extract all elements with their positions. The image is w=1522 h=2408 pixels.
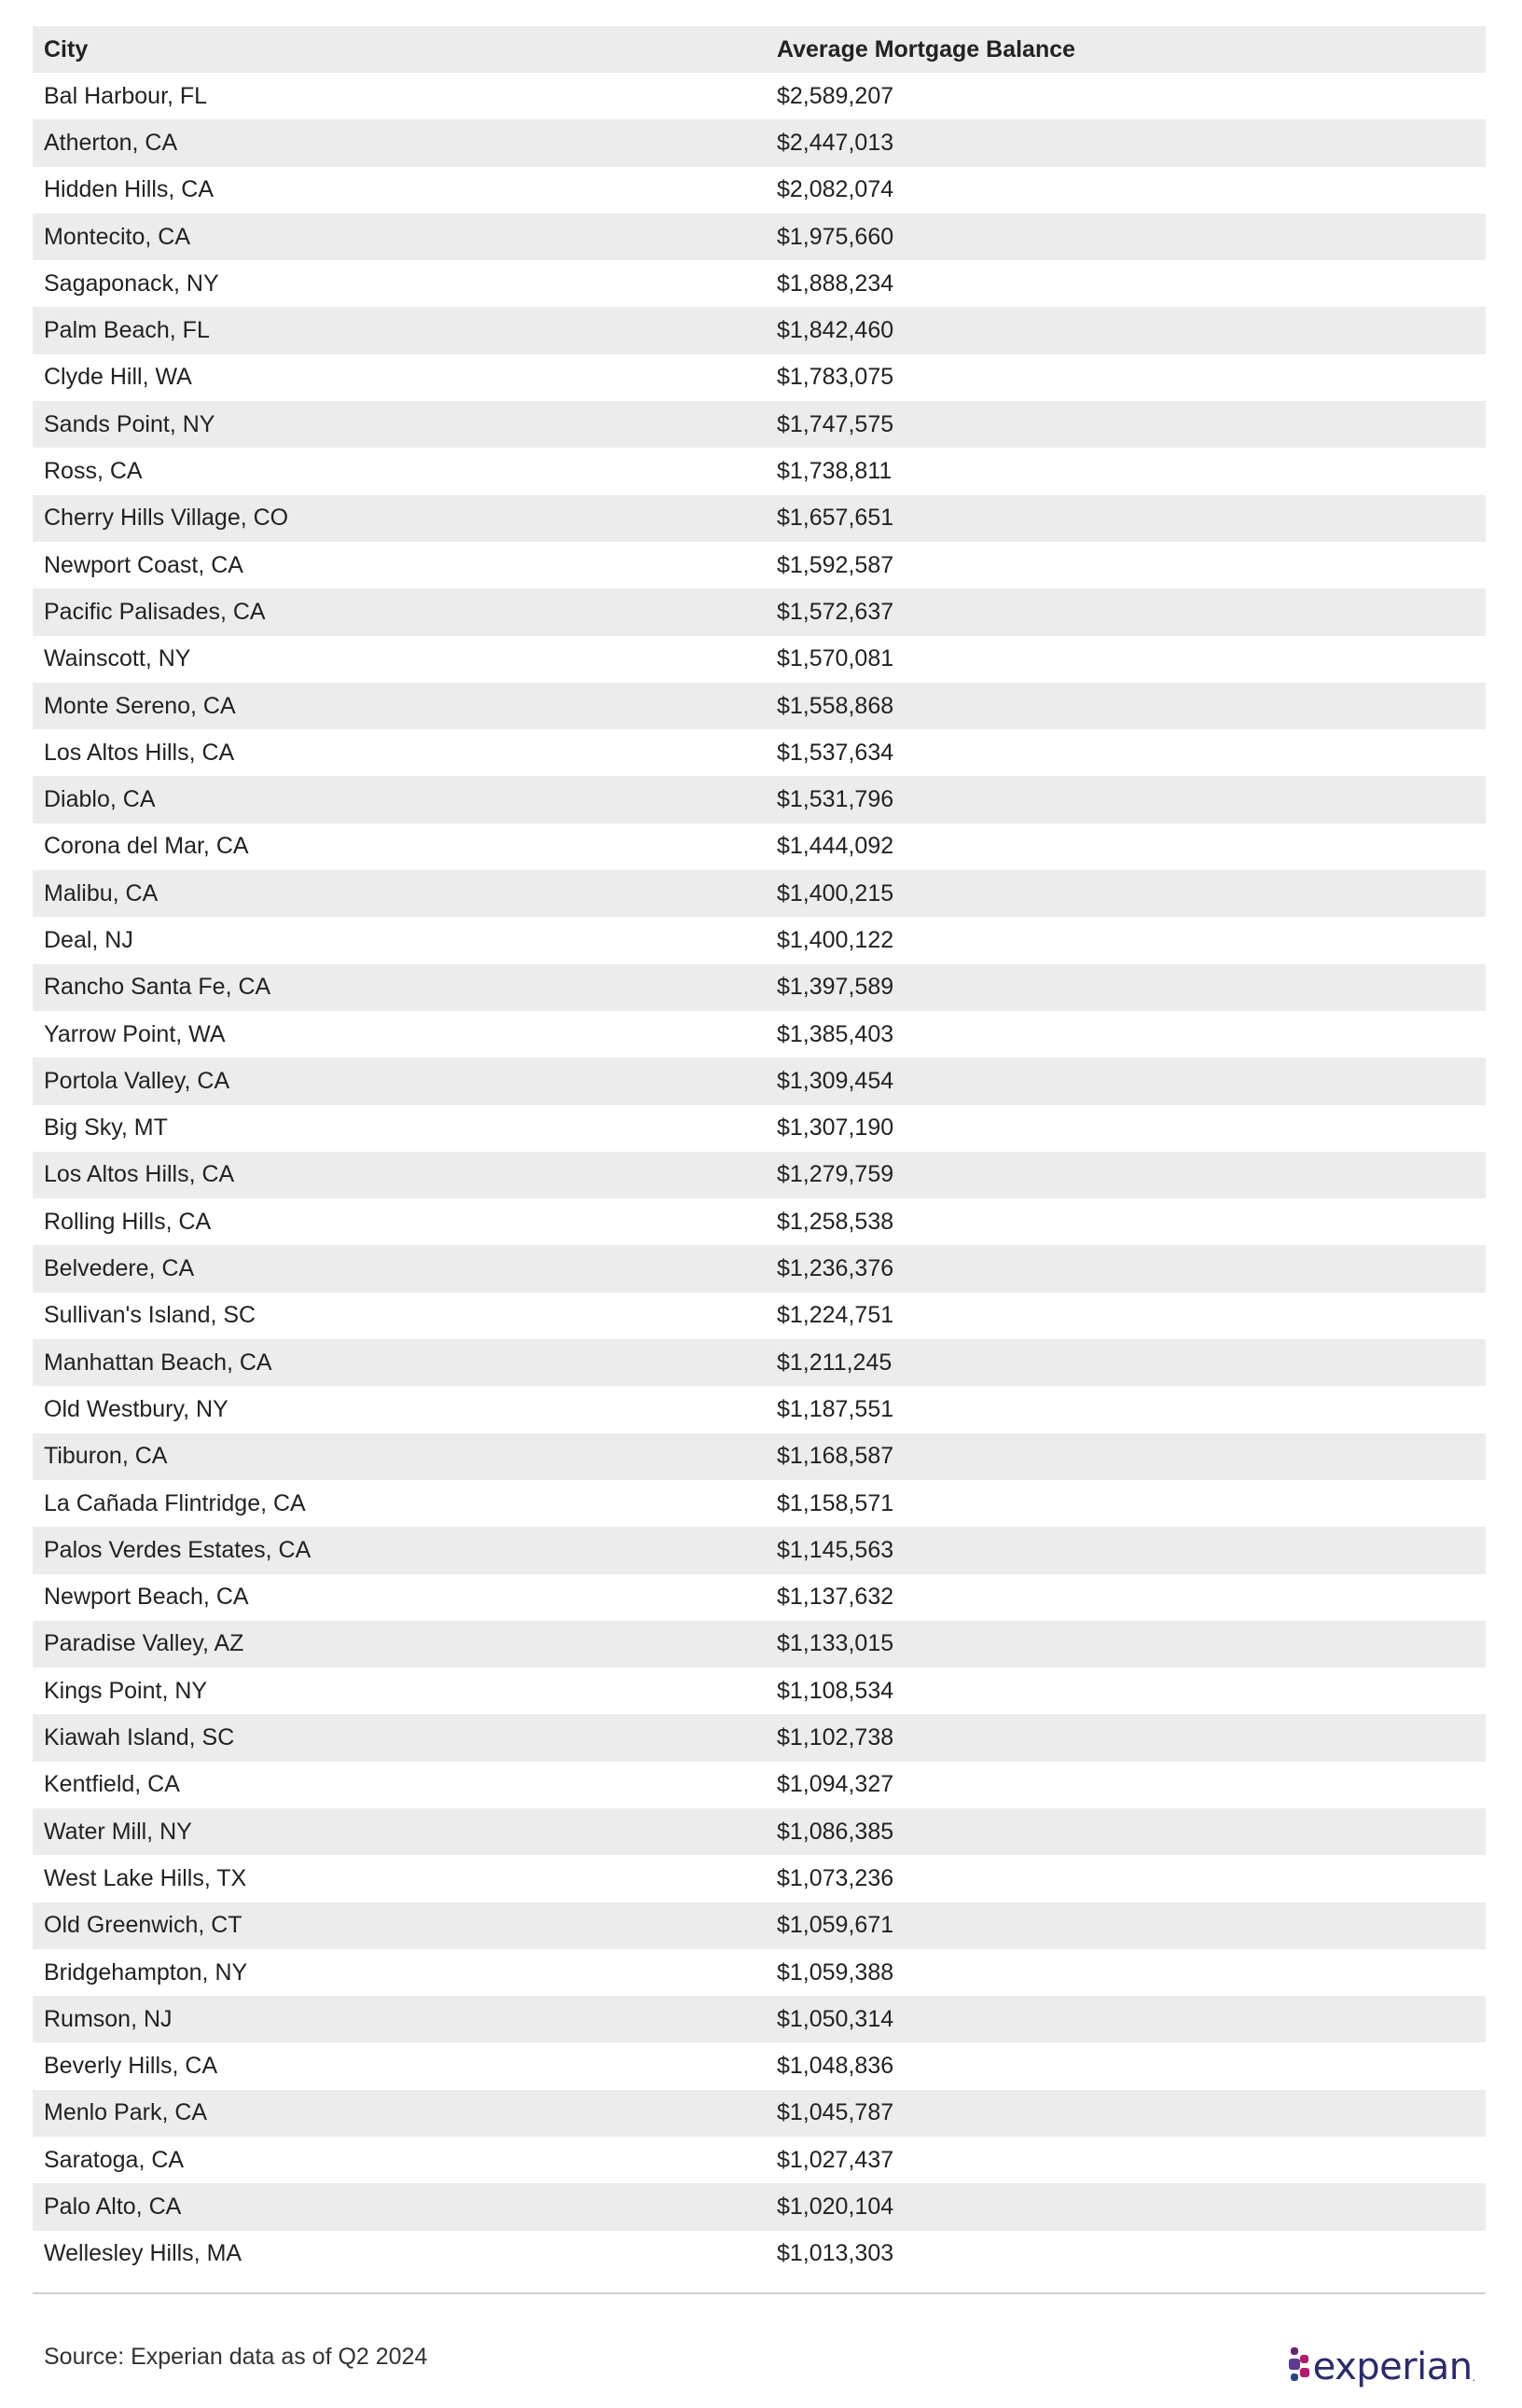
table-row: [33, 167, 1486, 214]
city-cell: Malibu, CA: [44, 879, 159, 906]
table-row: [33, 1433, 1486, 1480]
balance-cell: $1,048,836: [777, 2053, 894, 2080]
table-row: [33, 1855, 1486, 1902]
city-cell: Newport Beach, CA: [44, 1584, 249, 1611]
balance-cell: $1,531,796: [777, 786, 894, 813]
city-cell: Los Altos Hills, CA: [44, 1161, 235, 1188]
balance-cell: $1,385,403: [777, 1020, 894, 1047]
balance-cell: $1,558,868: [777, 692, 894, 719]
balance-cell: $1,045,787: [777, 2099, 894, 2126]
table-row: [33, 1058, 1486, 1104]
city-cell: Menlo Park, CA: [44, 2099, 208, 2126]
balance-cell: $1,400,215: [777, 879, 894, 906]
table-row: [33, 1621, 1486, 1668]
table-row: [33, 964, 1486, 1011]
city-cell: Deal, NJ: [44, 926, 133, 953]
header-city: City: [44, 35, 89, 62]
city-cell: Cherry Hills Village, CO: [44, 505, 289, 532]
city-cell: Sands Point, NY: [44, 410, 215, 437]
city-cell: Rolling Hills, CA: [44, 1208, 212, 1235]
table-row: [33, 1668, 1486, 1714]
balance-cell: $1,258,538: [777, 1208, 894, 1235]
city-cell: Palos Verdes Estates, CA: [44, 1536, 311, 1563]
city-cell: Montecito, CA: [44, 223, 191, 250]
balance-cell: $1,592,587: [777, 551, 894, 578]
balance-cell: $1,888,234: [777, 270, 894, 297]
balance-cell: $1,020,104: [777, 2193, 894, 2220]
city-cell: West Lake Hills, TX: [44, 1864, 247, 1891]
table-row: [33, 1011, 1486, 1058]
experian-logo-mark: .: [1472, 2371, 1475, 2384]
balance-cell: $1,211,245: [777, 1349, 892, 1376]
balance-cell: $1,137,632: [777, 1584, 894, 1611]
city-cell: Wainscott, NY: [44, 645, 191, 672]
experian-logo-icon: [1289, 2344, 1309, 2390]
balance-cell: $1,444,092: [777, 833, 894, 860]
balance-cell: $1,102,738: [777, 1724, 894, 1751]
balance-cell: $1,059,388: [777, 1958, 894, 1986]
table-row: [33, 2042, 1486, 2089]
balance-cell: $1,133,015: [777, 1630, 894, 1657]
table-row: [33, 307, 1486, 353]
table-row: [33, 683, 1486, 729]
city-cell: Sagaponack, NY: [44, 270, 219, 297]
table-row: [33, 729, 1486, 776]
city-cell: Yarrow Point, WA: [44, 1020, 226, 1047]
city-cell: Tiburon, CA: [44, 1443, 168, 1470]
city-cell: Saratoga, CA: [44, 2146, 185, 2173]
table-row: [33, 1714, 1486, 1761]
experian-logo-text: experian: [1312, 2346, 1473, 2388]
city-cell: Monte Sereno, CA: [44, 692, 236, 719]
table-row: [33, 495, 1486, 542]
balance-cell: $2,082,074: [777, 176, 894, 203]
city-cell: Beverly Hills, CA: [44, 2053, 218, 2080]
balance-cell: $1,400,122: [777, 926, 894, 953]
balance-cell: $1,783,075: [777, 364, 894, 391]
table-row: [33, 1949, 1486, 1996]
balance-cell: $1,657,651: [777, 505, 894, 532]
table-row: [33, 1996, 1486, 2042]
city-cell: Palm Beach, FL: [44, 317, 210, 344]
table-row: [33, 1808, 1486, 1855]
balance-cell: $2,447,013: [777, 129, 894, 156]
city-cell: Manhattan Beach, CA: [44, 1349, 272, 1376]
balance-cell: $1,738,811: [777, 458, 892, 485]
table-row: [33, 354, 1486, 401]
source-note: Source: Experian data as of Q2 2024: [44, 2344, 428, 2370]
balance-cell: $1,224,751: [777, 1302, 894, 1329]
table-row: [33, 917, 1486, 963]
city-cell: Kiawah Island, SC: [44, 1724, 235, 1751]
city-cell: Rancho Santa Fe, CA: [44, 974, 271, 1001]
city-cell: Kings Point, NY: [44, 1677, 208, 1704]
table-row: [33, 2090, 1486, 2137]
balance-cell: $1,537,634: [777, 739, 894, 766]
city-cell: Ross, CA: [44, 458, 143, 485]
city-cell: Belvedere, CA: [44, 1255, 195, 1282]
balance-cell: $1,059,671: [777, 1912, 894, 1939]
city-cell: Hidden Hills, CA: [44, 176, 214, 203]
table-row: [33, 1903, 1486, 1949]
table-row: [33, 588, 1486, 635]
balance-cell: $1,397,589: [777, 974, 894, 1001]
table-row: [33, 2183, 1486, 2230]
balance-cell: $1,307,190: [777, 1114, 894, 1142]
balance-cell: $1,027,437: [777, 2146, 894, 2173]
city-cell: La Cañada Flintridge, CA: [44, 1489, 306, 1516]
city-cell: Atherton, CA: [44, 129, 178, 156]
city-cell: Kentfield, CA: [44, 1771, 180, 1798]
table-row: [33, 870, 1486, 917]
table-row: [33, 776, 1486, 823]
balance-cell: $1,073,236: [777, 1864, 894, 1891]
footer-divider: [33, 2292, 1486, 2294]
table-row: [33, 1386, 1486, 1432]
city-cell: Rumson, NJ: [44, 2005, 173, 2032]
city-cell: Water Mill, NY: [44, 1818, 192, 1845]
balance-cell: $1,013,303: [777, 2240, 894, 2267]
balance-cell: $1,842,460: [777, 317, 894, 344]
balance-cell: $1,094,327: [777, 1771, 894, 1798]
table-row: [33, 1198, 1486, 1245]
balance-cell: $1,747,575: [777, 410, 894, 437]
table-row: [33, 1762, 1486, 1808]
table-header-row: [33, 26, 1486, 73]
table-row: [33, 2231, 1486, 2277]
city-cell: Palo Alto, CA: [44, 2193, 182, 2220]
balance-cell: $1,050,314: [777, 2005, 894, 2032]
balance-cell: $1,187,551: [777, 1395, 894, 1422]
city-cell: Big Sky, MT: [44, 1114, 168, 1142]
city-cell: Portola Valley, CA: [44, 1067, 230, 1094]
table-body: [33, 73, 1486, 2277]
balance-cell: $1,975,660: [777, 223, 894, 250]
balance-cell: $1,572,637: [777, 598, 894, 625]
balance-cell: $1,279,759: [777, 1161, 894, 1188]
header-average-mortgage-balance: Average Mortgage Balance: [777, 35, 1076, 62]
mortgage-table: [33, 26, 1486, 2277]
table-row: [33, 401, 1486, 448]
table-row: [33, 1105, 1486, 1152]
table-row: [33, 1293, 1486, 1339]
balance-cell: $1,309,454: [777, 1067, 894, 1094]
balance-cell: $1,158,571: [777, 1489, 894, 1516]
city-cell: Wellesley Hills, MA: [44, 2240, 242, 2267]
table-row: [33, 1574, 1486, 1621]
city-cell: Newport Coast, CA: [44, 551, 243, 578]
city-cell: Pacific Palisades, CA: [44, 598, 266, 625]
balance-cell: $1,108,534: [777, 1677, 894, 1704]
city-cell: Bal Harbour, FL: [44, 82, 208, 109]
table-row: [33, 636, 1486, 683]
table-row: [33, 542, 1486, 588]
balance-cell: $2,589,207: [777, 82, 894, 109]
balance-cell: $1,570,081: [777, 645, 894, 672]
table-row: [33, 1245, 1486, 1292]
table-row: [33, 1527, 1486, 1573]
city-cell: Sullivan's Island, SC: [44, 1302, 256, 1329]
city-cell: Clyde Hill, WA: [44, 364, 192, 391]
balance-cell: $1,086,385: [777, 1818, 894, 1845]
table-row: [33, 448, 1486, 494]
table-row: [33, 1339, 1486, 1386]
city-cell: Old Greenwich, CT: [44, 1912, 242, 1939]
balance-cell: $1,168,587: [777, 1443, 894, 1470]
table-row: [33, 119, 1486, 166]
city-cell: Old Westbury, NY: [44, 1395, 228, 1422]
city-cell: Diablo, CA: [44, 786, 156, 813]
table-row: [33, 823, 1486, 870]
balance-cell: $1,236,376: [777, 1255, 894, 1282]
balance-cell: $1,145,563: [777, 1536, 894, 1563]
table-row: [33, 260, 1486, 307]
table-row: [33, 1152, 1486, 1198]
table-row: [33, 1480, 1486, 1527]
city-cell: Corona del Mar, CA: [44, 833, 249, 860]
city-cell: Bridgehampton, NY: [44, 1958, 248, 1986]
city-cell: Los Altos Hills, CA: [44, 739, 235, 766]
table-row: [33, 214, 1486, 260]
experian-logo: [1289, 2339, 1475, 2395]
table-row: [33, 73, 1486, 119]
city-cell: Paradise Valley, AZ: [44, 1630, 244, 1657]
table-row: [33, 2137, 1486, 2183]
